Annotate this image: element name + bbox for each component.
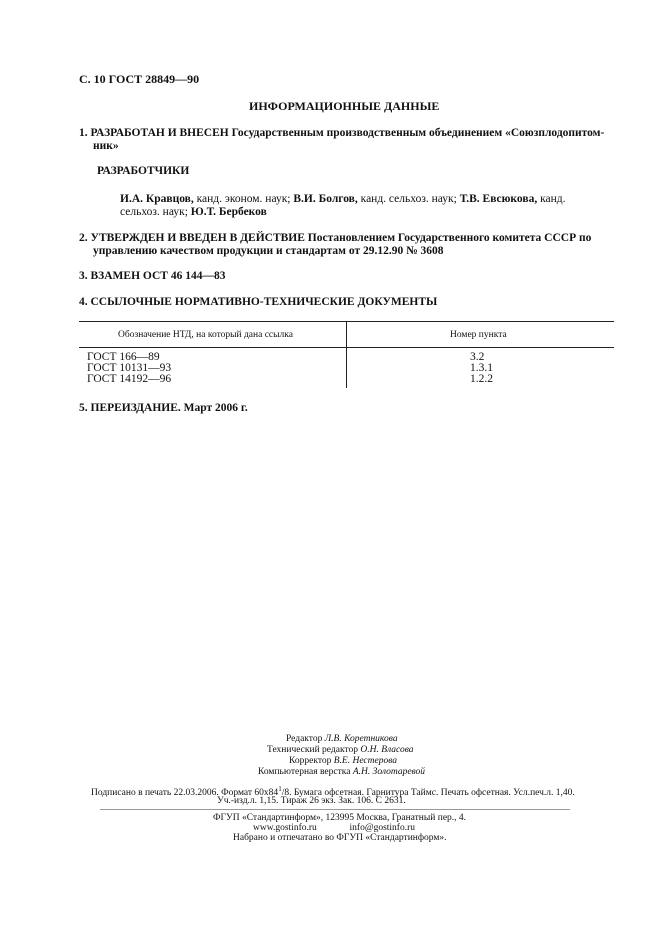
imprint-corrector-name: В.Е. Нестерова <box>333 756 398 766</box>
imprint-print-details: . Бумага офсетная. Гарнитура Таймс. Печать офсетная. Усл.печ.л. 1,40. <box>289 788 575 799</box>
developer-2-name: В.И. Болгов, <box>293 193 358 205</box>
section-4-text: ССЫЛОЧНЫЕ НОРМАТИВНО-ТЕХНИЧЕСКИЕ ДОКУМЕНТЫ <box>90 296 438 308</box>
developers-heading: РАЗРАБОТЧИКИ <box>97 165 190 177</box>
imprint-publisher-contacts <box>253 823 415 833</box>
section-3-number: 3. <box>79 270 88 282</box>
imprint-printed-by: Набрано и отпечатано во ФГУП «Стандартинформ». <box>233 833 447 843</box>
imprint-editor-name: Л.В. Коретникова <box>324 734 398 744</box>
imprint-corrector-label: Корректор <box>289 756 332 766</box>
section-1-text-cont: ник» <box>93 140 119 152</box>
developer-3-title: канд. <box>537 193 566 205</box>
table-column-divider <box>346 321 347 388</box>
section-2-lead: УТВЕРЖДЕН И ВВЕДЕН В ДЕЙСТВИЕ <box>90 232 305 244</box>
developers-line-2 <box>120 206 267 218</box>
imprint-tech-label: Технический редактор <box>267 745 358 755</box>
table-row-item: 1.2.2 <box>470 373 493 385</box>
imprint-publisher-address: ФГУП «Стандартинформ», 123995 Москва, Гранатный пер., 4. <box>213 813 467 823</box>
section-1-lead: РАЗРАБОТАН И ВНЕСЕН <box>90 127 229 139</box>
table-row-item: 1.3.1 <box>470 362 493 374</box>
imprint-format-sup: 1 <box>278 785 282 793</box>
developer-3-name: Т.В. Евсюкова, <box>459 193 538 205</box>
developer-3-title-cont: сельхоз. наук; <box>120 206 188 218</box>
developer-4-name: Ю.Т. Бербеков <box>190 206 267 218</box>
table-header-doc: Обозначение НТД, на который дана ссылка <box>118 330 293 340</box>
imprint-editor-label: Редактор <box>286 734 323 744</box>
imprint-email: info@gostinfo.ru <box>349 823 416 833</box>
table-row-doc: ГОСТ 166—89 <box>87 351 160 363</box>
imprint-tech-editor <box>267 745 414 755</box>
table-row-item: 3.2 <box>470 351 485 363</box>
imprint-corrector <box>289 756 397 766</box>
developers-line-1 <box>120 193 566 205</box>
section-1 <box>79 127 604 139</box>
section-1-number: 1. <box>79 127 88 139</box>
developer-1-name: И.А. Кравцов, <box>120 193 194 205</box>
table-row-doc: ГОСТ 10131—93 <box>87 362 172 374</box>
section-4-number: 4. <box>79 296 88 308</box>
section-2-text-cont: управлению качеством продукции и стандартам от 29.12.90 № 3608 <box>93 245 444 257</box>
developer-1-title: канд. эконом. наук; <box>193 193 291 205</box>
imprint-print-signed: Подписано в печать 22.03.2006. Формат 60x84 <box>91 788 279 799</box>
section-5 <box>79 402 248 414</box>
section-3 <box>79 270 225 282</box>
imprint-layout-name: А.Н. Золотаревой <box>352 767 426 777</box>
section-5-text: ПЕРЕИЗДАНИЕ. Март 2006 г. <box>90 402 248 414</box>
page-title: ИНФОРМАЦИОННЫЕ ДАННЫЕ <box>249 99 440 113</box>
table-header-item: Номер пункта <box>450 330 507 340</box>
imprint-tech-name: О.Н. Власова <box>360 745 414 755</box>
section-2-text: Постановлением Государственного комитета СССР по <box>307 232 592 244</box>
imprint-format-sub: /8 <box>281 788 290 799</box>
imprint-layout <box>258 767 425 777</box>
imprint-print-line-2: Уч.-изд.л. 1,15. Тираж 26 экз. Зак. 106. С 2631. <box>217 796 406 806</box>
section-4 <box>79 296 437 308</box>
imprint-layout-label: Компьютерная верстка <box>258 767 351 777</box>
section-2 <box>79 232 591 244</box>
imprint-divider <box>100 809 570 810</box>
section-2-number: 2. <box>79 232 88 244</box>
imprint-editor <box>286 734 398 744</box>
developer-2-title: канд. сельхоз. наук; <box>357 193 457 205</box>
table-row-doc: ГОСТ 14192—96 <box>87 373 172 385</box>
section-3-text: ВЗАМЕН ОСТ 46 144—83 <box>90 270 226 282</box>
section-1-text: Государственным производственным объединением «Союзплодопитом- <box>231 127 605 139</box>
section-5-number: 5. <box>79 402 88 414</box>
imprint-website: www.gostinfo.ru <box>253 823 317 833</box>
page-reference: С. 10 ГОСТ 28849—90 <box>79 72 200 86</box>
